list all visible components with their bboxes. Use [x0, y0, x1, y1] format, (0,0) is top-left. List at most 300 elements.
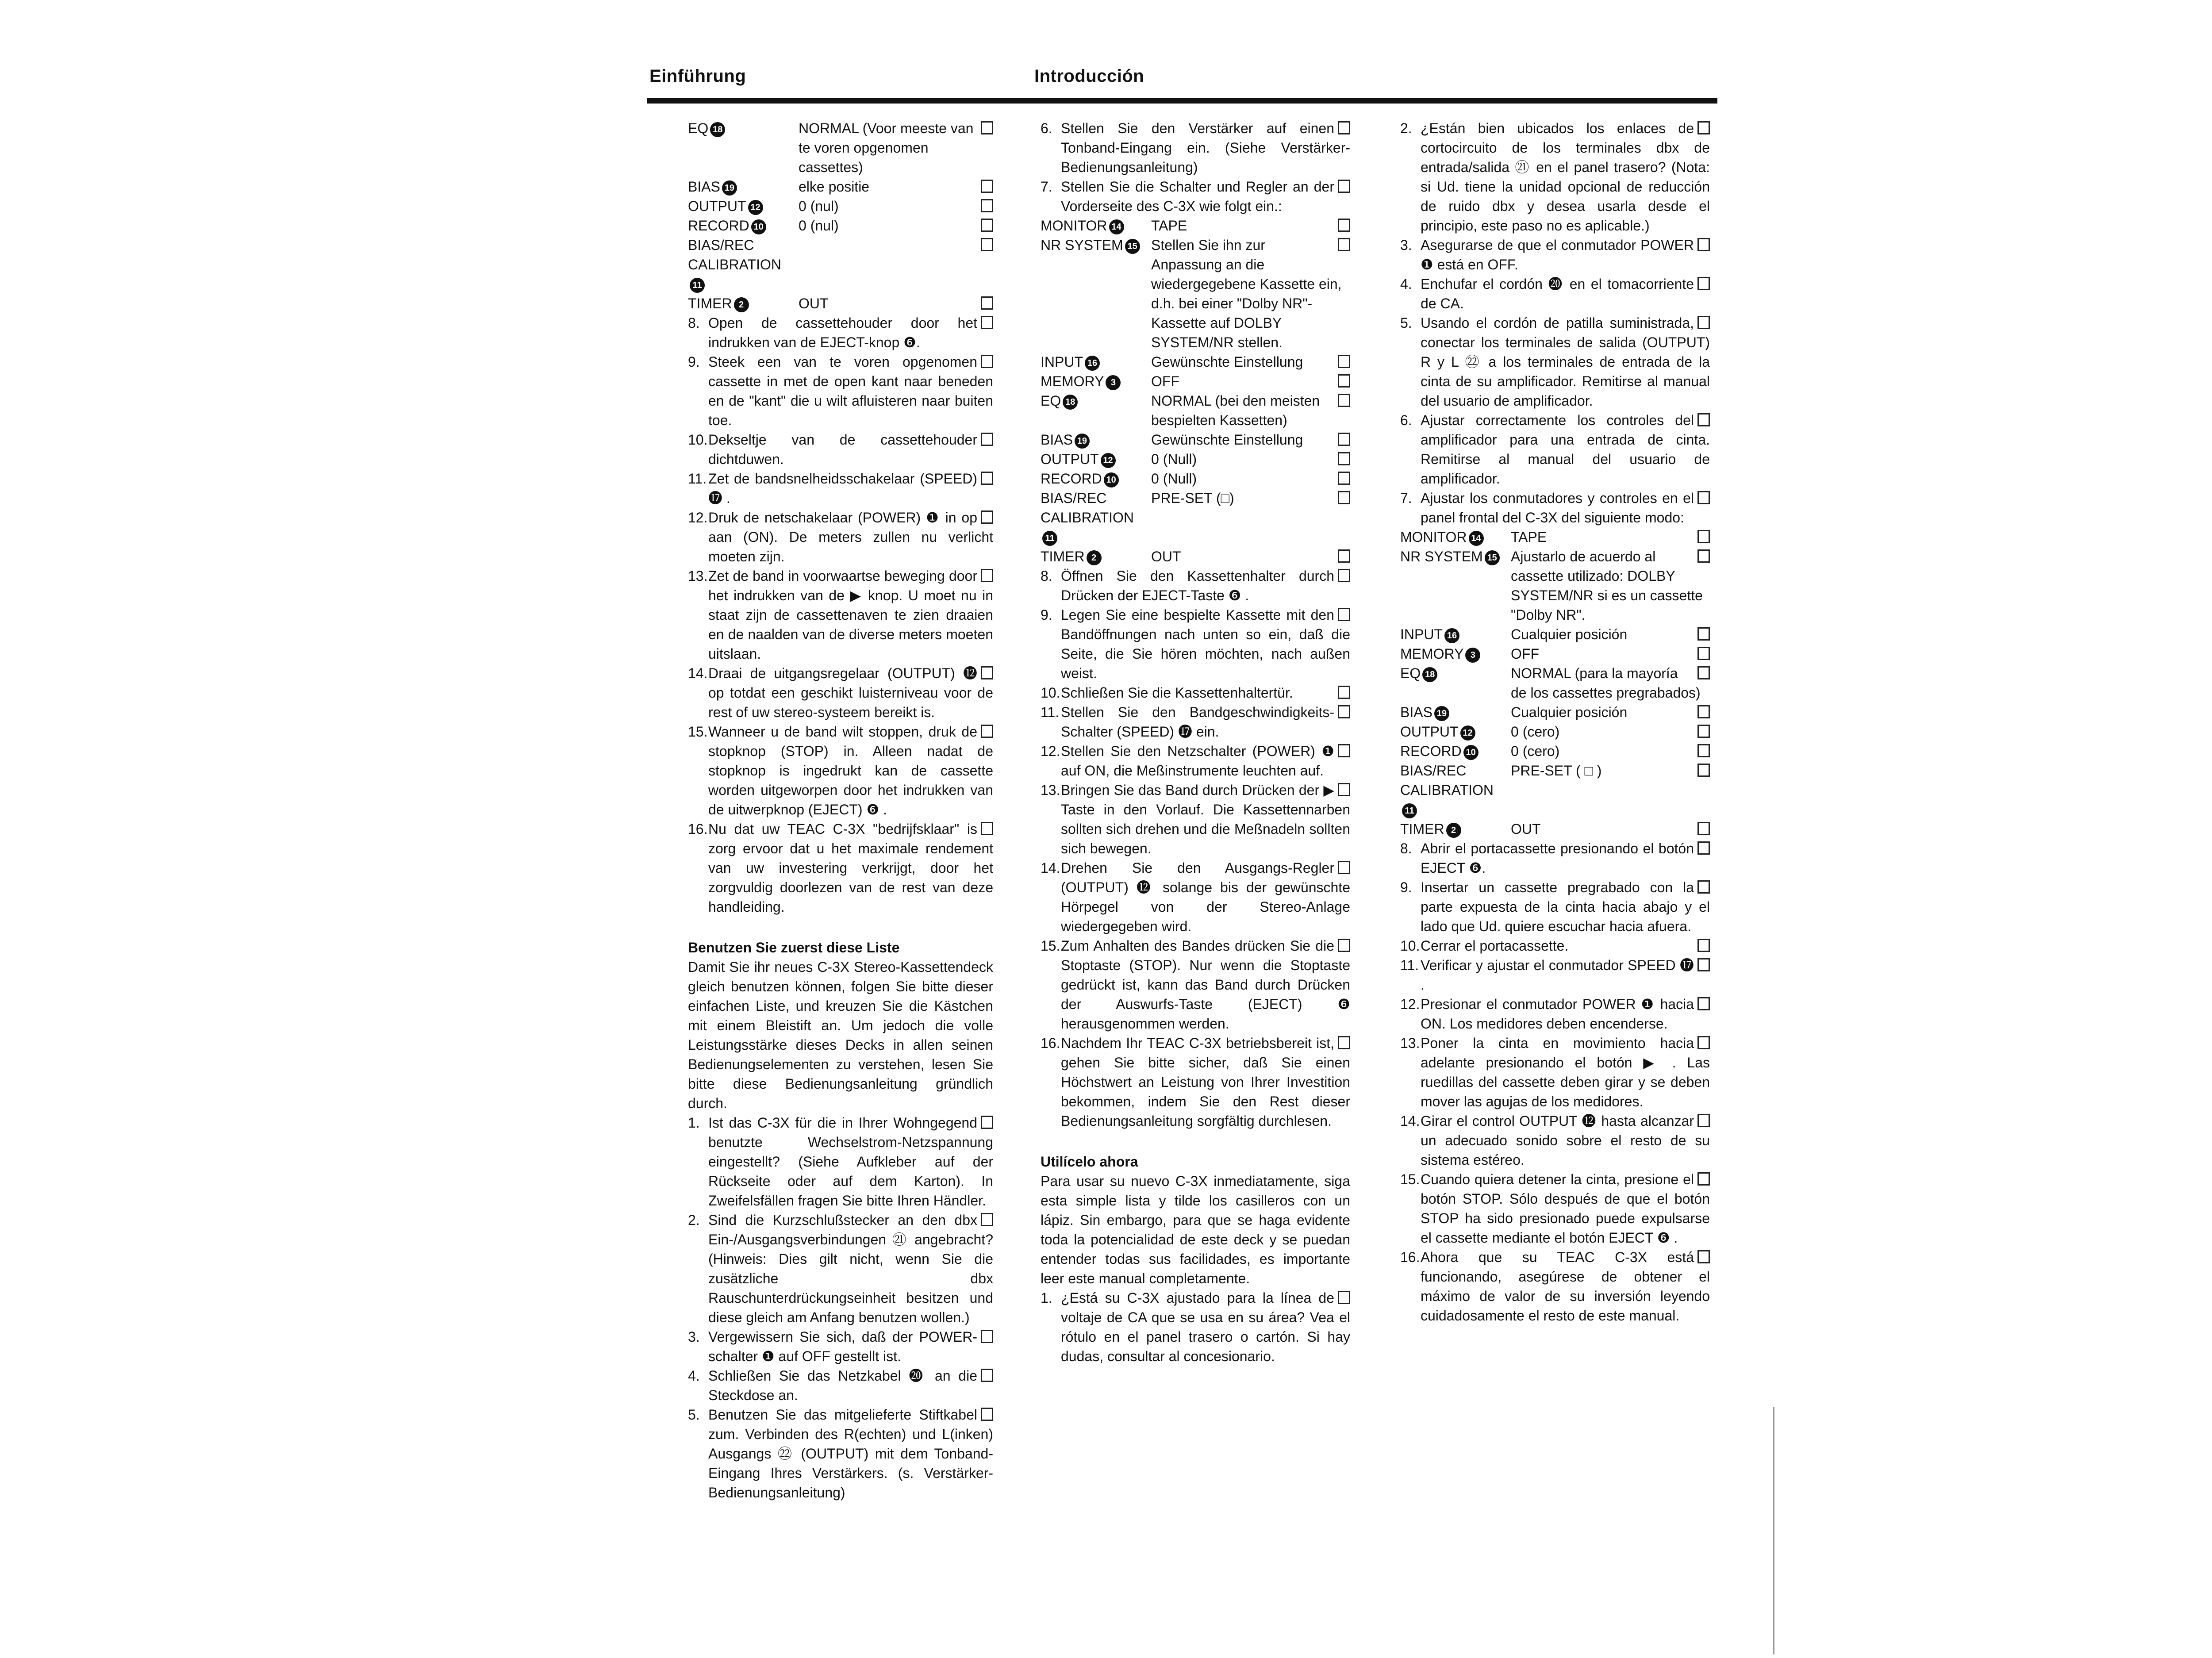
setting-row — [1041, 352, 1350, 372]
step-text: Dekseltje van de cassettehouder dichtduwen. — [708, 432, 977, 467]
step-number: 1. — [688, 1115, 700, 1131]
step-text: Girar el control OUTPUT ⓬ hasta alcanzar un adecuado sonido sobre el resto de su sistema estéreo. — [1421, 1113, 1710, 1168]
setting-label: OUTPUT — [1041, 451, 1099, 467]
setting-row — [688, 235, 993, 294]
setting-label: EQ — [1400, 665, 1421, 681]
setting-row — [1041, 430, 1350, 449]
step-number: 2. — [688, 1212, 700, 1228]
step-item — [688, 430, 993, 469]
checkbox — [1338, 569, 1350, 582]
steps-list-3 — [1041, 1288, 1350, 1366]
step-text: Drehen Sie den Ausgangs-Regler (OUTPUT) ⓬ solange bis der gewünschte Hörpegel von der Stereo-Anlage wiedergegeben wird. — [1061, 860, 1350, 934]
step-number: 1. — [1041, 1290, 1052, 1306]
setting-value: OUT — [799, 296, 829, 311]
setting-label: EQ — [1041, 393, 1061, 409]
step-text: Ahora que su TEAC C-3X está funcionando, asegúrese de obtener el máximo de valor de su inversión leyendo cuidadosamente el resto de este manual. — [1421, 1249, 1710, 1324]
setting-value: elke positie — [799, 179, 870, 195]
step-item — [688, 469, 993, 508]
step-item — [1400, 411, 1710, 488]
step-number: 9. — [1041, 607, 1052, 623]
checkbox — [981, 472, 993, 485]
step-item — [1400, 956, 1710, 994]
control-number-icon: 18 — [710, 122, 725, 137]
step-number: 12. — [688, 510, 708, 526]
setting-row — [1400, 702, 1710, 722]
checkbox — [1697, 121, 1710, 134]
step-text: Stellen Sie den Bandgeschwindigkeits-Schalter (SPEED) ⓱ ein. — [1061, 704, 1334, 740]
step-text: Draai de uitgangsregelaar (OUTPUT) ⓬ op totdat een geschikt luisterniveau voor de rest of uw stereo-systeem bereikt is. — [708, 665, 993, 720]
step-item — [688, 1366, 993, 1405]
step-text: Druk de netschakelaar (POWER) ❶ in op aan (ON). De meters zullen nu verlicht moeten zijn. — [708, 510, 993, 564]
setting-row — [1400, 547, 1710, 625]
checkbox — [981, 1408, 993, 1421]
setting-row — [1400, 761, 1710, 819]
setting-label: TIMER — [1041, 549, 1085, 564]
checkbox — [1697, 997, 1710, 1010]
steps-list — [688, 313, 993, 917]
checkbox — [981, 316, 993, 329]
setting-value: TAPE — [1151, 218, 1187, 234]
step-text: Insertar un cassette pregrabado con la parte expuesta de la cinta hacia abajo y el lado que Ud. quiere escuchar hacia afuera. — [1421, 879, 1710, 934]
step-item — [688, 508, 993, 566]
setting-label: INPUT — [1400, 626, 1443, 642]
step-text: Usando el cordón de patilla suministrada, conectar los terminales de salida (OUTPUT) R y L ㉒ a los terminales de entrada de la cinta de su amplificador. Remitirse al manual del usuario de amplificador. — [1421, 315, 1710, 409]
step-number: 2. — [1400, 120, 1412, 136]
setting-label: BIAS/REC CALIBRATION — [688, 237, 781, 272]
setting-label: RECORD — [688, 218, 749, 234]
setting-row — [1041, 469, 1350, 488]
step-text: Bringen Sie das Band durch Drücken der ▶ Taste in den Vorlauf. Die Kassettennarben sollten sich drehen und die Meßnadeln sollten sich bewegen. — [1061, 782, 1350, 856]
setting-value: Gewünschte Einstellung — [1151, 432, 1303, 448]
step-text: ¿Están bien ubicados los enlaces de cortocircuito de los terminales dbx de entrada/salida ㉑ en el panel trasero? (Nota: si Ud. tiene la unidad opcional de reducción de ruido dbx y desea usarla desde el principio, este paso no es aplicable.) — [1421, 120, 1710, 234]
step-text: Zum Anhalten des Bandes drücken Sie die Stoptaste (STOP). Nur wenn die Stoptaste gedrückt ist, kann das Band durch Drücken der Auswurfs-Taste (EJECT) ❻ herausgenommen werden. — [1061, 938, 1350, 1032]
step-number: 7. — [1400, 490, 1412, 506]
step-number: 6. — [1400, 412, 1412, 428]
checkbox — [981, 510, 993, 524]
checkbox — [1338, 744, 1350, 757]
checkbox — [1697, 958, 1710, 971]
step-number: 14. — [688, 665, 708, 681]
setting-label: MONITOR — [1041, 218, 1107, 234]
checkbox — [981, 1330, 993, 1343]
settings-list — [1041, 216, 1350, 566]
setting-value: NORMAL (para la mayoría de los cassettes pregrabados) — [1511, 665, 1701, 701]
step-item — [1041, 702, 1350, 741]
column-dutch-german — [688, 119, 993, 1502]
control-number-icon: 2 — [1087, 550, 1102, 565]
control-number-icon: 19 — [1434, 706, 1449, 721]
step-number: 13. — [1041, 782, 1060, 798]
checkbox — [1338, 433, 1350, 446]
step-number: 14. — [1041, 860, 1060, 876]
step-item — [1400, 839, 1710, 878]
setting-label: BIAS — [688, 179, 720, 195]
setting-label: RECORD — [1400, 743, 1462, 759]
setting-value: Gewünschte Einstellung — [1151, 354, 1303, 370]
step-number: 12. — [1041, 743, 1060, 759]
control-number-icon: 15 — [1485, 550, 1500, 565]
step-number: 4. — [688, 1368, 700, 1384]
control-number-icon: 18 — [1063, 395, 1078, 410]
setting-label: NR SYSTEM — [1041, 237, 1123, 253]
control-number-icon: 10 — [1104, 472, 1119, 487]
setting-row — [688, 196, 993, 216]
setting-label: NR SYSTEM — [1400, 549, 1483, 564]
checkbox — [1697, 822, 1710, 835]
step-item — [1400, 235, 1710, 274]
setting-value: Cualquier posición — [1511, 704, 1628, 720]
checkbox — [1697, 1172, 1710, 1186]
setting-row — [1400, 741, 1710, 761]
control-number-icon: 16 — [1444, 628, 1459, 643]
step-number: 8. — [688, 315, 700, 331]
setting-label: TIMER — [1400, 821, 1444, 837]
setting-value: 0 (Null) — [1151, 471, 1197, 487]
step-item — [1041, 858, 1350, 936]
step-text: Steek een van te voren opgenomen cassette in met de open kant naar beneden en de "kant" die u wilt afluisteren naar buiten toe. — [708, 354, 993, 428]
step-item — [1041, 1033, 1350, 1131]
checkbox — [1338, 608, 1350, 621]
checkbox — [1697, 413, 1710, 426]
checkbox — [1338, 549, 1350, 563]
setting-row — [1041, 547, 1350, 566]
control-number-icon: 11 — [1402, 803, 1417, 818]
step-text: Nachdem Ihr TEAC C-3X betriebsbereit ist, gehen Sie bitte sicher, daß Sie einen Höchstwert an Leistung von Ihrer Investition bekommen, indem Sie den Rest dieser Bedienungsanleitung sorgfältig durchlesen. — [1061, 1035, 1350, 1129]
step-text: Öffnen Sie den Kassettenhalter durch Drücken der EJECT-Taste ❻ . — [1061, 568, 1334, 603]
step-number: 13. — [1400, 1035, 1420, 1051]
checkbox — [1697, 549, 1710, 563]
setting-row — [688, 216, 993, 235]
setting-value: NORMAL (Voor meeste van te voren opgenomen cassettes) — [799, 120, 974, 175]
step-number: 15. — [688, 724, 708, 740]
step-text: Asegurarse de que el conmutador POWER ❶ está en OFF. — [1421, 237, 1694, 272]
control-number-icon: 10 — [1463, 745, 1479, 760]
setting-label: BIAS — [1400, 704, 1432, 720]
control-number-icon: 3 — [1465, 648, 1480, 663]
step-number: 11. — [1400, 957, 1419, 973]
steps-list — [1041, 119, 1350, 216]
control-number-icon: 12 — [748, 200, 763, 215]
step-number: 9. — [688, 354, 700, 370]
checkbox — [981, 121, 993, 134]
setting-label: EQ — [688, 120, 709, 136]
setting-row — [1400, 625, 1710, 644]
step-item — [1400, 936, 1710, 956]
step-number: 10. — [1400, 938, 1420, 954]
checkbox — [981, 296, 993, 310]
setting-label: MONITOR — [1400, 529, 1467, 545]
checkbox — [1338, 180, 1350, 193]
step-text: Ajustar correctamente los controles del amplificador para una entrada de cinta. Remitirse al manual del usuario de amplificador. — [1421, 412, 1710, 487]
setting-value: OFF — [1151, 373, 1179, 389]
step-number: 12. — [1400, 996, 1420, 1012]
settings-list — [688, 119, 993, 313]
checkbox — [981, 219, 993, 232]
setting-value: PRE-SET ( □ ) — [1511, 763, 1602, 779]
section-heading: Utilícelo ahora — [1041, 1154, 1138, 1170]
step-item — [688, 819, 993, 917]
checkbox — [1697, 1114, 1710, 1127]
setting-row — [1041, 449, 1350, 469]
setting-value: PRE-SET (□) — [1151, 490, 1234, 506]
setting-row — [1400, 527, 1710, 547]
step-item — [688, 1405, 993, 1502]
checkbox — [981, 725, 993, 738]
setting-value: NORMAL (bei den meisten bespielten Kassetten) — [1151, 393, 1320, 428]
setting-row — [1041, 235, 1350, 352]
section-intro: Damit Sie ihr neues C-3X Stereo-Kassettendeck gleich benutzen können, folgen Sie bitte dieser einfachen Liste, und kreuzen Sie die Kästchen mit einem Bleistift an. Um jedoch die volle Leistungsstärke dieses Decks in allen seinen Bedienungselementen zu verstehen, lesen Sie bitte diese Bedienungsanleitung gründlich durch. — [688, 959, 993, 1111]
setting-label: BIAS/REC CALIBRATION — [1041, 490, 1134, 526]
control-number-icon: 12 — [1460, 725, 1475, 741]
control-number-icon: 12 — [1101, 453, 1116, 468]
step-text: Poner la cinta en movimiento hacia adelante presionando el botón ▶ . Las ruedillas del cassette deben girar y se deben mover las agujas de los medidores. — [1421, 1035, 1710, 1109]
step-number: 11. — [1041, 704, 1060, 720]
step-text: Cuando quiera detener la cinta, presione el botón STOP. Sólo después de que el botón STOP ha sido presionado puede expulsarse el cassette mediante el botón EJECT ❻ . — [1421, 1171, 1710, 1246]
step-text: Enchufar el cordón ⓴ en el tomacorriente de CA. — [1421, 276, 1694, 311]
checkbox — [1697, 491, 1710, 504]
setting-value: OUT — [1151, 549, 1181, 564]
step-text: Nu dat uw TEAC C-3X "bedrijfsklaar" is zorg ervoor dat u het maximale rendement van uw investering verkrijgt, door het zorgvuldig doorlezen van de rest van deze handleiding. — [708, 821, 993, 915]
setting-label: MEMORY — [1400, 646, 1464, 662]
step-number: 5. — [1400, 315, 1412, 331]
setting-label: BIAS — [1041, 432, 1073, 448]
setting-value: 0 (Null) — [1151, 451, 1197, 467]
step-number: 10. — [688, 432, 708, 448]
setting-value: 0 (nul) — [799, 198, 839, 214]
checkbox — [981, 180, 993, 193]
step-item — [688, 1210, 993, 1327]
control-number-icon: 19 — [1075, 434, 1090, 449]
setting-row — [1041, 216, 1350, 235]
checkbox — [1697, 880, 1710, 894]
steps-list-2 — [1400, 839, 1710, 1325]
header-left: Einführung — [649, 66, 746, 86]
control-number-icon: 14 — [1109, 219, 1124, 234]
step-item — [1400, 1170, 1710, 1247]
control-number-icon: 11 — [1042, 531, 1057, 546]
checkbox — [981, 569, 993, 582]
setting-label: INPUT — [1041, 354, 1083, 370]
step-item — [1400, 878, 1710, 936]
column-german-spanish — [1041, 119, 1350, 1366]
control-number-icon: 11 — [690, 278, 705, 293]
checkbox — [1338, 1036, 1350, 1049]
checkbox — [981, 822, 993, 835]
setting-value: Stellen Sie ihn zur Anpassung an die wiedergegebene Kassette ein, d.h. bei einer "Dolby NR"-Kassette auf DOLBY SYSTEM/NR stellen. — [1151, 237, 1342, 350]
step-number: 16. — [688, 821, 708, 837]
checkbox — [1338, 861, 1350, 874]
setting-row — [688, 294, 993, 313]
step-text: Schließen Sie die Kassettenhaltertür. — [1061, 685, 1293, 701]
step-item — [1041, 177, 1350, 216]
step-number: 13. — [688, 568, 708, 584]
control-number-icon: 2 — [734, 297, 749, 312]
step-item — [1041, 780, 1350, 858]
checkbox — [1697, 238, 1710, 251]
checkbox — [1697, 841, 1710, 855]
step-text: Ajustar los conmutadores y controles en el panel frontal del C-3X del siguiente modo: — [1421, 490, 1694, 526]
step-text: Ist das C-3X für die in Ihrer Wohngegend benutzte Wechselstrom-Netzspannung eingestellt? (Siehe Aufkleber auf der Rückseite oder auf dem Karton). In Zweifelsfällen fragen Sie bitte Ihren Händler. — [708, 1115, 993, 1209]
control-number-icon: 10 — [751, 219, 766, 234]
checkbox — [1338, 219, 1350, 232]
checkbox — [981, 666, 993, 679]
step-text: Stellen Sie die Schalter und Regler an der Vorderseite des C-3X wie folgt ein.: — [1061, 179, 1334, 214]
checkbox — [1338, 686, 1350, 699]
step-item — [1400, 994, 1710, 1033]
control-number-icon: 3 — [1106, 375, 1121, 390]
checkbox — [1697, 316, 1710, 329]
step-item — [1041, 605, 1350, 683]
checkbox — [1338, 939, 1350, 952]
checkbox — [1338, 472, 1350, 485]
step-item — [688, 1113, 993, 1210]
setting-value: OUT — [1511, 821, 1541, 837]
setting-row — [1400, 819, 1710, 839]
control-number-icon: 14 — [1469, 531, 1484, 546]
checkbox — [1338, 374, 1350, 388]
checkbox — [1338, 238, 1350, 251]
step-item — [1400, 488, 1710, 527]
step-item — [1041, 741, 1350, 780]
step-item — [1041, 119, 1350, 177]
step-item — [1400, 313, 1710, 411]
step-item — [1041, 566, 1350, 605]
setting-label: OUTPUT — [688, 198, 746, 214]
setting-label: OUTPUT — [1400, 724, 1459, 740]
checkbox — [1697, 530, 1710, 543]
step-number: 8. — [1041, 568, 1052, 584]
checkbox — [1697, 1036, 1710, 1049]
step-number: 6. — [1041, 120, 1052, 136]
step-number: 14. — [1400, 1113, 1420, 1129]
step-text: Benutzen Sie das mitgelieferte Stiftkabel zum. Verbinden des R(echten) und L(inken) Ausgangs ㉒ (OUTPUT) mit dem Tonband-Eingang Ihres Verstärkers. (s. Verstärker-Bedienungsanleitung) — [708, 1407, 993, 1501]
checkbox — [1338, 121, 1350, 134]
step-number: 3. — [1400, 237, 1412, 253]
step-number: 5. — [688, 1407, 700, 1423]
step-text: Verificar y ajustar el conmutador SPEED ⓱ . — [1421, 957, 1694, 993]
checkbox — [981, 355, 993, 368]
steps-list — [1400, 119, 1710, 527]
step-item — [688, 313, 993, 352]
step-item — [1041, 683, 1350, 702]
step-item — [688, 566, 993, 664]
section-intro: Para usar su nuevo C-3X inmediatamente, siga esta simple lista y tilde los casilleros con un lápiz. Sin embargo, para que se haga evidente toda la potencialidad de este deck y se puedan entender todas sus facilidades, es importante leer este manual completamente. — [1041, 1173, 1350, 1286]
setting-value: TAPE — [1511, 529, 1547, 545]
step-text: Zet de band in voorwaartse beweging door het indrukken van de ▶ knop. U moet nu in staat zijn de cassettenaven te zien draaien en de naalden van de diverse meters moeten uitslaan. — [708, 568, 993, 662]
step-item — [1041, 936, 1350, 1033]
checkbox — [981, 1116, 993, 1129]
checkbox — [1338, 491, 1350, 504]
step-text: Open de cassettehouder door het indrukken van de EJECT-knop ❻. — [708, 315, 977, 350]
checkbox — [1697, 277, 1710, 290]
checkbox — [1338, 355, 1350, 368]
step-number: 9. — [1400, 879, 1412, 895]
control-number-icon: 15 — [1125, 239, 1140, 254]
column-spanish — [1400, 119, 1710, 1325]
checkbox — [981, 199, 993, 212]
checkbox — [1338, 394, 1350, 407]
setting-value: 0 (cero) — [1511, 743, 1560, 759]
setting-row — [1400, 664, 1710, 702]
step-item — [688, 722, 993, 819]
checkbox — [1338, 452, 1350, 465]
checkbox — [981, 1369, 993, 1382]
step-number: 4. — [1400, 276, 1412, 292]
control-number-icon: 18 — [1422, 667, 1437, 682]
checkbox — [1697, 725, 1710, 738]
checkbox — [1697, 939, 1710, 952]
step-text: Wanneer u de band wilt stoppen, druk de stopknop (STOP) in. Alleen nadat de stopknop is ingedrukt kan de cassette worden uitgeworpen door het indrukken van de uitwerpknop (EJECT) ❻ . — [708, 724, 993, 817]
settings-list — [1400, 527, 1710, 839]
section-heading: Benutzen Sie zuerst diese Liste — [688, 940, 900, 956]
step-item — [1400, 274, 1710, 313]
checkbox — [1697, 705, 1710, 718]
step-number: 8. — [1400, 841, 1412, 856]
step-text: Sind die Kurzschlußstecker an den dbx Ein-/Ausgangsverbindungen ㉑ angebracht? (Hinweis: Dies gilt nicht, wenn Sie die zusätzliche dbx Rauschunterdrückungseinheit besitzen und diese gleich am Anfang benutzen wollen.) — [708, 1212, 993, 1325]
step-item — [1400, 119, 1710, 235]
checkbox — [1697, 666, 1710, 679]
checkbox — [981, 433, 993, 446]
setting-value: 0 (cero) — [1511, 724, 1560, 740]
setting-row — [688, 119, 993, 177]
setting-value: 0 (nul) — [799, 218, 839, 234]
step-number: 11. — [688, 471, 707, 487]
checkbox — [1697, 1250, 1710, 1263]
checkbox — [1338, 1291, 1350, 1304]
step-item — [1400, 1033, 1710, 1111]
step-text: Stellen Sie den Netzschalter (POWER) ❶ auf ON, die Meßinstrumente leuchten auf. — [1061, 743, 1334, 779]
step-item — [1400, 1247, 1710, 1325]
step-text: Abrir el portacassette presionando el botón EJECT ❻. — [1421, 841, 1694, 876]
step-text: Presionar el conmutador POWER ❶ hacia ON. Los medidores deben encenderse. — [1421, 996, 1694, 1032]
checkbox — [1697, 764, 1710, 777]
step-number: 15. — [1041, 938, 1060, 954]
margin-line — [1773, 1407, 1774, 1654]
step-number: 15. — [1400, 1171, 1420, 1187]
checkbox — [1338, 705, 1350, 718]
setting-value: Ajustarlo de acuerdo al cassette utilizado: DOLBY SYSTEM/NR si es un cassette "Dolby NR". — [1511, 549, 1703, 623]
steps-list-2 — [1041, 566, 1350, 1131]
step-text: Stellen Sie den Verstärker auf einen Tonband-Eingang ein. (Siehe Verstärker-Bedienungsanleitung) — [1061, 120, 1350, 175]
checkbox — [1697, 627, 1710, 641]
step-text: Vergewissern Sie sich, daß der POWER-schalter ❶ auf OFF gestellt ist. — [708, 1329, 977, 1364]
step-text: Schließen Sie das Netzkabel ⓴ an die Steckdose an. — [708, 1368, 977, 1403]
setting-row — [688, 177, 993, 196]
setting-label: MEMORY — [1041, 373, 1104, 389]
control-number-icon: 16 — [1085, 356, 1100, 371]
setting-value: OFF — [1511, 646, 1539, 662]
control-number-icon: 19 — [722, 180, 737, 196]
step-text: Cerrar el portacassette. — [1421, 938, 1569, 954]
header-rule — [647, 98, 1717, 104]
checkbox — [1697, 647, 1710, 660]
setting-row — [1041, 488, 1350, 547]
step-number: 16. — [1400, 1249, 1420, 1265]
checkbox — [981, 1213, 993, 1226]
step-text: Zet de bandsnelheidsschakelaar (SPEED) ⓱ . — [708, 471, 977, 506]
step-number: 7. — [1041, 179, 1052, 195]
checkbox — [981, 238, 993, 251]
step-item — [1041, 1288, 1350, 1366]
setting-row — [1041, 391, 1350, 430]
setting-label: BIAS/REC CALIBRATION — [1400, 763, 1494, 798]
step-item — [1400, 1111, 1710, 1170]
step-number: 10. — [1041, 685, 1060, 701]
checkbox — [1338, 783, 1350, 796]
header-center: Introducción — [1034, 66, 1144, 86]
setting-label: RECORD — [1041, 471, 1102, 487]
setting-row — [1400, 722, 1710, 741]
